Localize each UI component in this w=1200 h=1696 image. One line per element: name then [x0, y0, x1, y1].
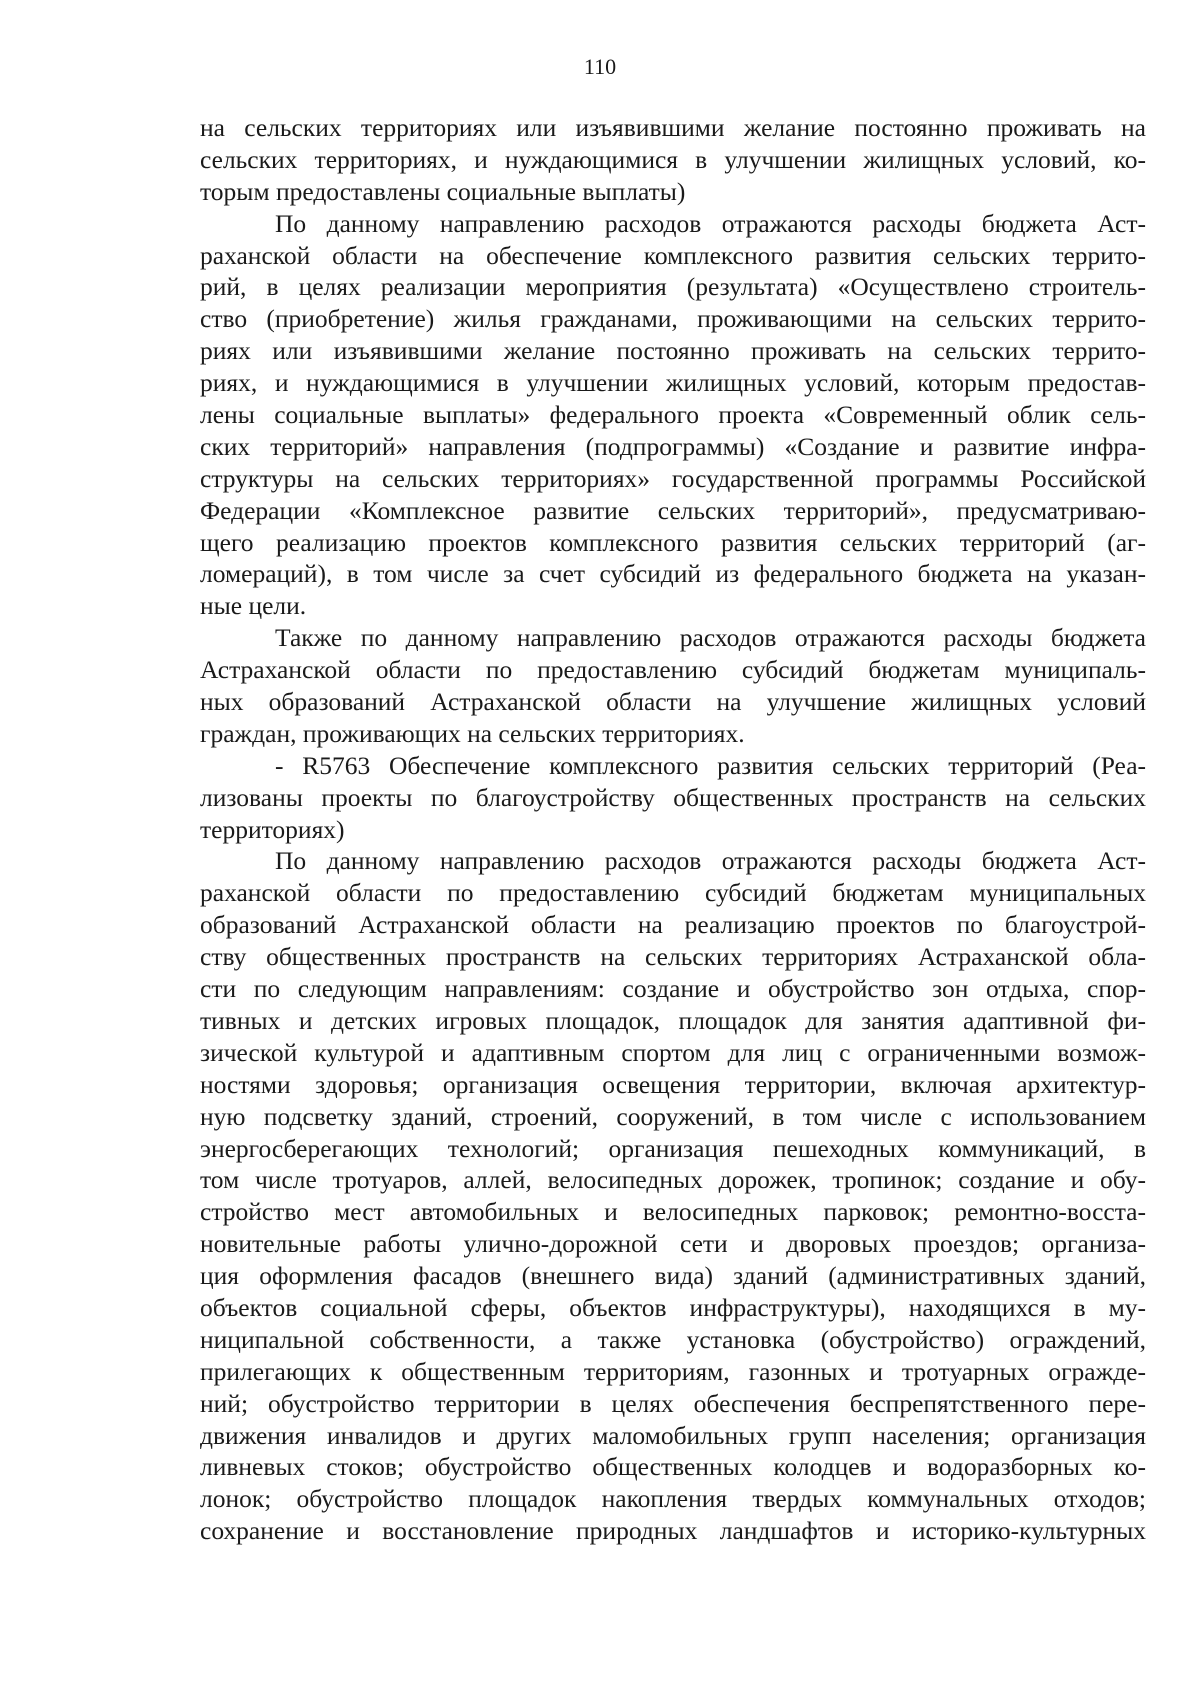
- text-line: По данному направлению расходов отражаются расходы бюджета Аст-: [275, 208, 1146, 238]
- text-line: раханской области на обеспечение комплексного развития сельских террито-: [200, 240, 1146, 270]
- text-line: ломераций), в том числе за счет субсидий из федерального бюджета на указан-: [200, 559, 1146, 589]
- text-line: - R5763 Обеспечение комплексного развития сельских территорий (Реа-: [275, 750, 1146, 780]
- document-body: [200, 112, 1146, 1547]
- text-line: ных образований Астраханской области на улучшение жилищных условий: [200, 687, 1146, 717]
- text-line: структуры на сельских территориях» государственной программы Российской: [200, 463, 1146, 493]
- text-line: рий, в целях реализации мероприятия (результата) «Осуществлено строитель-: [200, 272, 1146, 302]
- text-line: Также по данному направлению расходов отражаются расходы бюджета: [275, 623, 1146, 653]
- text-line: новительные работы улично-дорожной сети и дворовых проездов; организа-: [200, 1229, 1146, 1259]
- text-line: стройство мест автомобильных и велосипедных парковок; ремонтно-восста-: [200, 1197, 1146, 1227]
- paragraph: [200, 622, 1146, 750]
- text-line: риях или изъявившими желание постоянно проживать на сельских террито-: [200, 336, 1146, 366]
- text-line: объектов социальной сферы, объектов инфраструктуры), находящихся в му-: [200, 1292, 1146, 1322]
- text-line: ство (приобретение) жилья гражданами, проживающими на сельских террито-: [200, 304, 1146, 334]
- text-line: тивных и детских игровых площадок, площадок для занятия адаптивной фи-: [200, 1005, 1146, 1035]
- paragraph: [200, 845, 1146, 1547]
- text-line: прилегающих к общественным территориям, газонных и тротуарных огражде-: [200, 1356, 1146, 1386]
- paragraph: [200, 208, 1146, 623]
- text-line: По данному направлению расходов отражаются расходы бюджета Аст-: [275, 846, 1146, 876]
- text-line: ция оформления фасадов (внешнего вида) зданий (административных зданий,: [200, 1261, 1146, 1291]
- text-line: сельских территориях, и нуждающимися в улучшении жилищных условий, ко-: [200, 144, 1146, 174]
- text-line: ниципальной собственности, а также установка (обустройство) ограждений,: [200, 1324, 1146, 1354]
- text-line: лонок; обустройство площадок накопления твердых коммунальных отходов;: [200, 1484, 1146, 1514]
- text-line: ний; обустройство территории в целях обеспечения беспрепятственного пере-: [200, 1388, 1146, 1418]
- text-line: ную подсветку зданий, строений, сооружений, в том числе с использованием: [200, 1101, 1146, 1131]
- text-line: Федерации «Комплексное развитие сельских территорий», предусматриваю-: [200, 495, 1146, 525]
- text-line: ностями здоровья; организация освещения территории, включая архитектур-: [200, 1069, 1146, 1099]
- text-line: торым предоставлены социальные выплаты): [200, 176, 686, 206]
- text-line: Астраханской области по предоставлению субсидий бюджетам муниципаль-: [200, 655, 1146, 685]
- text-line: ные цели.: [200, 591, 307, 621]
- text-line: том числе тротуаров, аллей, велосипедных дорожек, тропинок; создание и обу-: [200, 1165, 1146, 1195]
- text-line: на сельских территориях или изъявившими желание постоянно проживать на: [200, 113, 1146, 142]
- text-line: сти по следующим направлениям: создание и обустройство зон отдыха, спор-: [200, 974, 1146, 1004]
- text-line: ливневых стоков; обустройство общественных колодцев и водоразборных ко-: [200, 1452, 1146, 1482]
- text-line: ских территорий» направления (подпрограммы) «Создание и развитие инфра-: [200, 431, 1146, 461]
- page-number: 110: [583, 54, 617, 79]
- text-line: образований Астраханской области на реализацию проектов по благоустрой-: [200, 910, 1146, 940]
- text-line: раханской области по предоставлению субсидий бюджетам муниципальных: [200, 878, 1146, 908]
- text-line: зической культурой и адаптивным спортом для лиц с ограниченными возмож-: [200, 1037, 1146, 1067]
- text-line: граждан, проживающих на сельских территориях.: [200, 718, 745, 748]
- text-line: сохранение и восстановление природных ландшафтов и историко-культурных: [200, 1516, 1146, 1546]
- paragraph: [200, 750, 1146, 846]
- text-line: щего реализацию проектов комплексного развития сельских территорий (аг-: [200, 527, 1146, 557]
- text-line: территориях): [200, 814, 345, 844]
- text-line: энергосберегающих технологий; организация пешеходных коммуникаций, в: [200, 1133, 1146, 1163]
- text-line: движения инвалидов и других маломобильных групп населения; организация: [200, 1420, 1146, 1450]
- text-line: ству общественных пространств на сельских территориях Астраханской обла-: [200, 942, 1146, 972]
- text-line: лены социальные выплаты» федерального проекта «Современный облик сель-: [200, 400, 1146, 430]
- text-line: риях, и нуждающимися в улучшении жилищных условий, которым предостав-: [200, 368, 1146, 398]
- paragraph: [200, 112, 1146, 208]
- text-line: лизованы проекты по благоустройству общественных пространств на сельских: [200, 782, 1146, 812]
